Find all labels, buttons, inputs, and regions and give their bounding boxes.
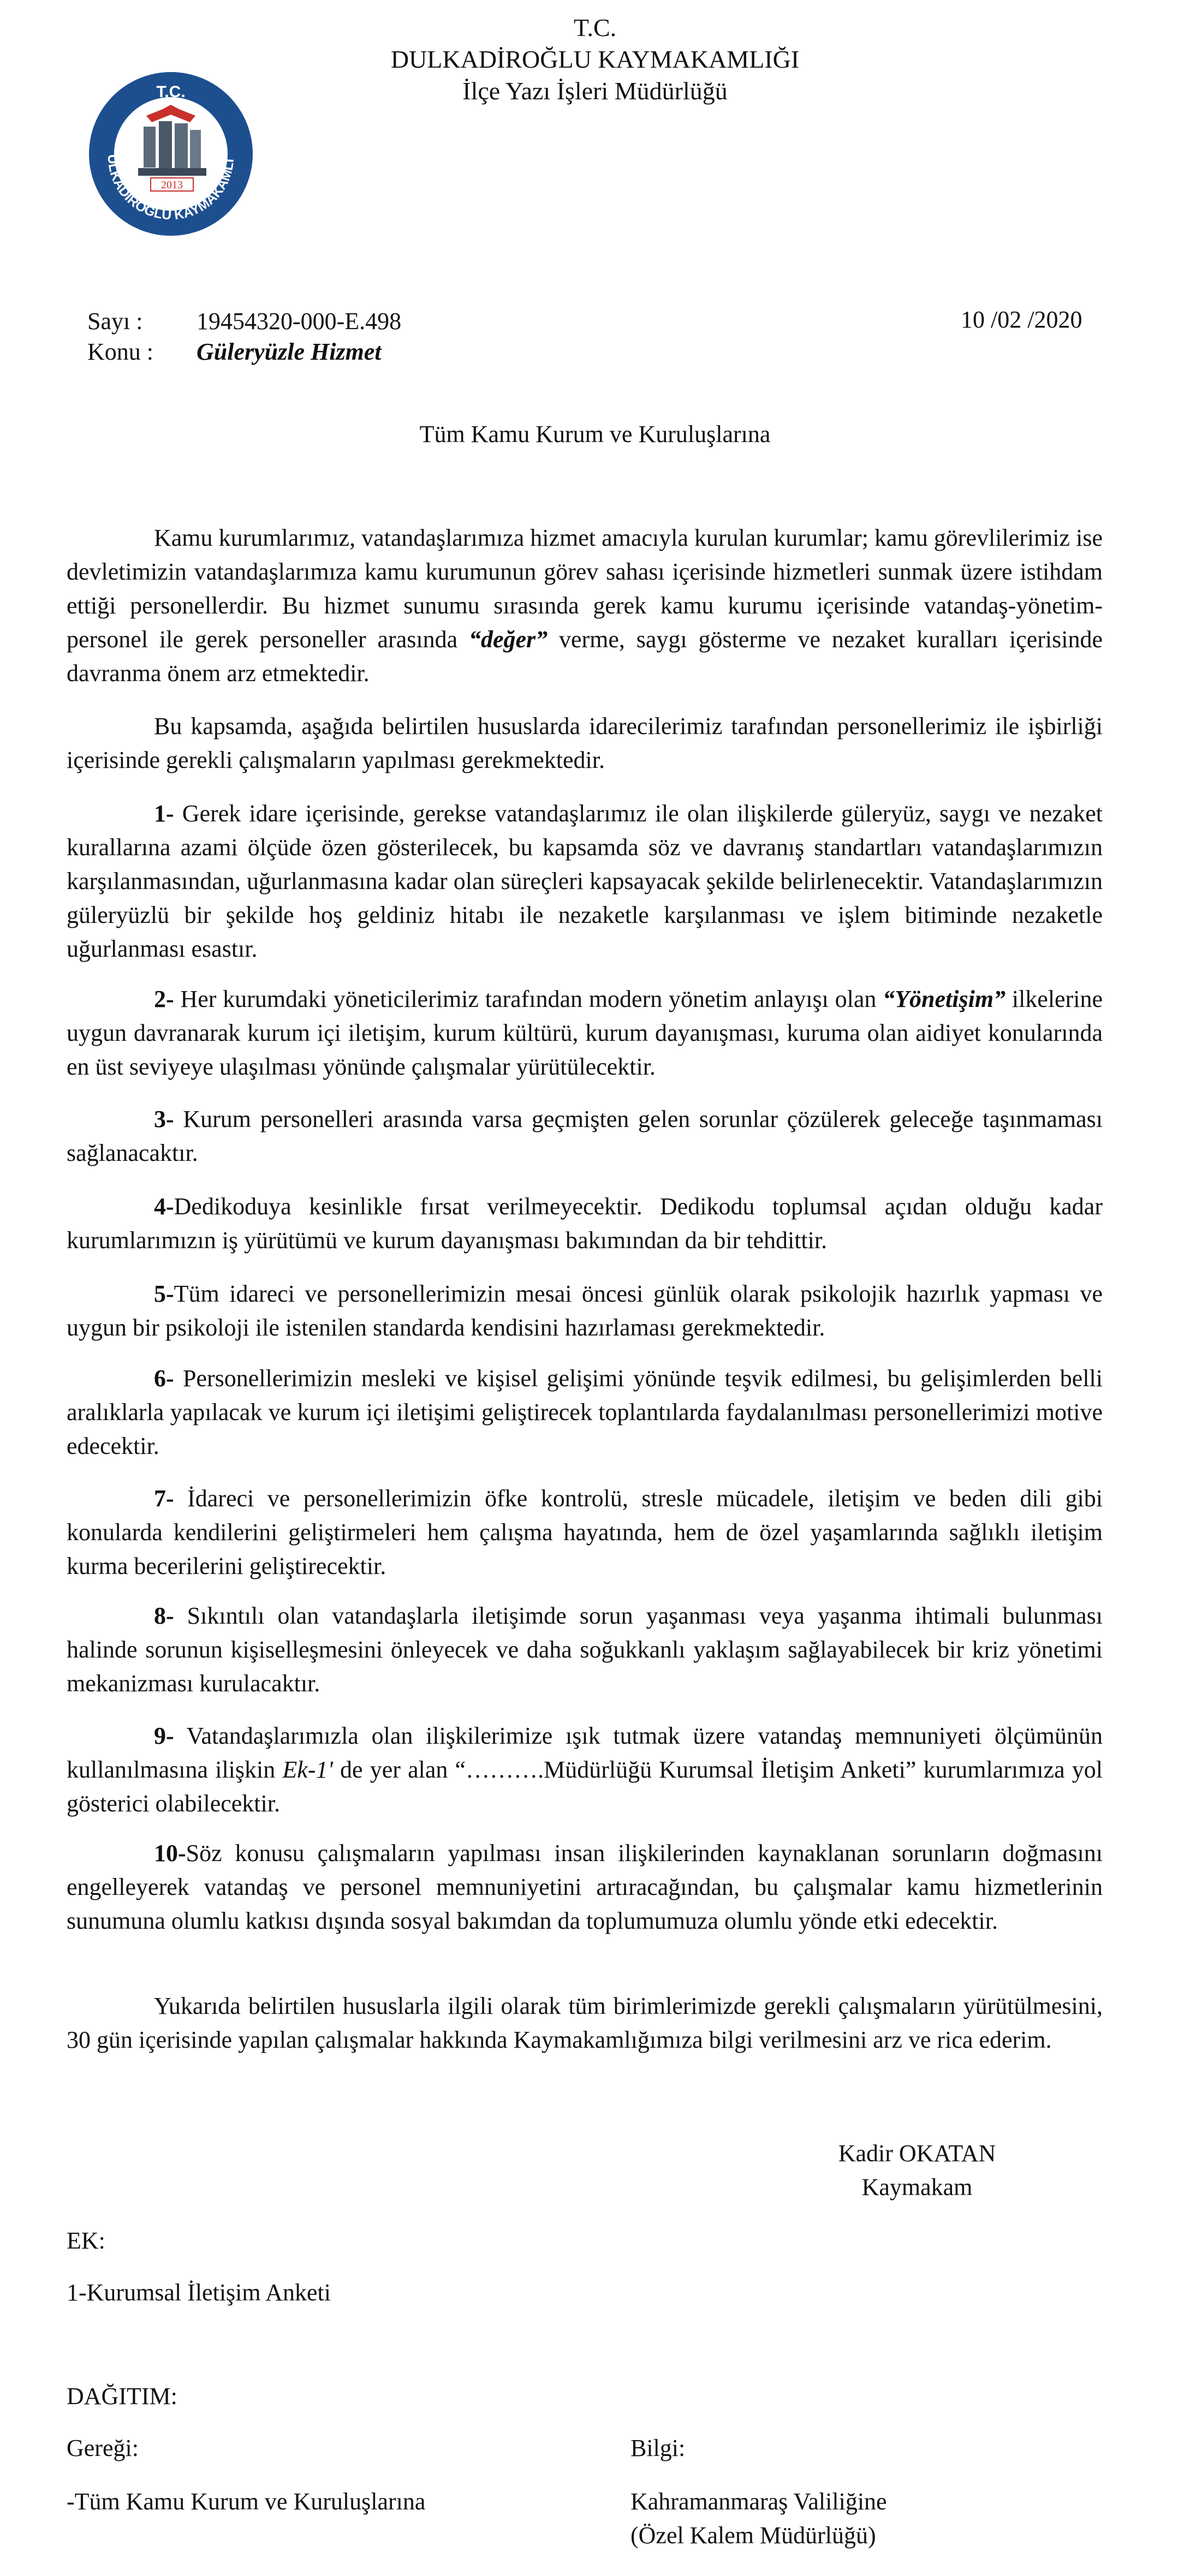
- distribution-info-label: Bilgi:: [630, 2435, 686, 2461]
- paragraph-scope: Bu kapsamda, aşağıda belirtilen hususlarda idarecilerimiz tarafından personellerimiz ile işbirliği içerisinde gerekli çalışmaların yapılması gerekmektedir.: [67, 713, 1103, 773]
- paragraph-closing: Yukarıda belirtilen hususlarla ilgili olarak tüm birimlerimizde gerekli çalışmaların yürütülmesini, 30 gün içerisinde yapılan çalışmalar hakkında Kaymakamlığımıza bilgi verilmesini arz ve rica ederim.: [67, 1993, 1103, 2053]
- logo-top-text: T.C.: [156, 83, 186, 101]
- list-item-1-number: 1-: [154, 800, 174, 827]
- list-item-5-text: Tüm idareci ve personellerimizin mesai öncesi günlük olarak psikolojik hazırlık yapması ve uygun bir psikoloji ile istenilen standarda kendisini hazırlaması gerekmektedir.: [67, 1280, 1103, 1341]
- list-item-3-number: 3-: [154, 1106, 174, 1132]
- list-item-10: [67, 1836, 1103, 1938]
- list-item-10-text: Söz konusu çalışmaların yapılması insan ilişkilerinden kaynaklanan sorunların doğmasını engelleyerek vatandaş ve personel memnuniyetini artıracağından, bu çalışmalar kamu hizmetlerinin sunumuna olumlu katkısı dışında sosyal bakımdan da toplumumuza olumlu yönde etki edecektir.: [67, 1840, 1103, 1934]
- list-item-9-text-a: Vatandaşlarımızla olan ilişkilerimize ışık tutmak üzere vatandaş memnuniyeti ölçümünün kullanılmasına ilişkin: [67, 1722, 1103, 1783]
- list-item-9-emphasis: Ek-1': [282, 1756, 333, 1783]
- list-item-6: [67, 1362, 1103, 1463]
- paragraph-intro: [67, 521, 1103, 690]
- attachments-label: EK:: [67, 2227, 105, 2254]
- distribution-action-item: -Tüm Kamu Kurum ve Kuruluşlarına: [67, 2488, 426, 2515]
- logo-figure-2: [159, 121, 172, 169]
- list-item-10-number: 10-: [154, 1840, 186, 1867]
- list-item-7-number: 7-: [154, 1485, 174, 1512]
- list-item-4-number: 4-: [154, 1193, 174, 1220]
- list-item-3-text: Kurum personelleri arasında varsa geçmişten gelen sorunlar çözülerek geleceğe taşınmaması sağlanacaktır.: [67, 1106, 1103, 1166]
- reference-number-value: 19454320-000-E.498: [197, 308, 402, 335]
- logo-figure-4: [190, 130, 201, 168]
- reference-number-row: [87, 305, 401, 338]
- attachment-item: 1-Kurumsal İletişim Anketi: [67, 2279, 331, 2306]
- list-item-2-number: 2-: [154, 986, 174, 1012]
- institution-logo: [81, 61, 261, 247]
- signer-title: Kaymakam: [861, 2174, 973, 2201]
- list-item-7: [67, 1482, 1103, 1583]
- logo-base: [138, 168, 206, 176]
- list-item-6-number: 6-: [154, 1365, 174, 1392]
- distribution-action-label: Gereği:: [67, 2435, 139, 2461]
- letterhead-line-tc: T.C.: [573, 14, 617, 41]
- paragraph-intro-emphasis: “değer”: [468, 626, 548, 653]
- list-item-6-text: Personellerimizin mesleki ve kişisel gelişimi yönünde teşvik edilmesi, bu gelişimlerden belli aralıklarla yapılacak ve kurum içi iletişimi geliştirecek toplantılarda faydalanılması personellerimizi motive edecektir.: [67, 1365, 1103, 1459]
- list-item-8-text: Sıkıntılı olan vatandaşlarla iletişimde sorun yaşanması veya yaşanma ihtimali bulunması halinde sorunun kişiselleşmesini önleyecek ve daha soğukkanlı yaklaşım sağlayabilecek bir kriz yönetimi mekanizması kurulacaktır.: [67, 1602, 1103, 1697]
- signer-name: Kadir OKATAN: [838, 2140, 996, 2167]
- list-item-4-text: Dedikoduya kesinlikle fırsat verilmeyecektir. Dedikodu toplumsal açıdan olduğu kadar kurumlarımızın iş yürütümü ve kurum dayanışması bakımından da bir tehdittir.: [67, 1193, 1103, 1254]
- list-item-1: [67, 797, 1103, 966]
- logo-figure-1: [144, 127, 156, 168]
- paragraph-intro-text-a: Kamu kurumlarımız, vatandaşlarımıza hizmet amacıyla kurulan kurumlar; kamu görevlilerimiz ise devletimizin vatandaşlarımıza kamu kurumunun görev sahası içerisinde hizmetleri sunmak üzere istihdam ettiği personellerdir. Bu hizmet sunumu sırasında gerek kamu kurumu içerisinde vatandaş-yönetim-personel ile gerek personeller arasında: [67, 524, 1103, 653]
- list-item-1-text: Gerek idare içerisinde, gerekse vatandaşlarımız ile olan ilişkilerde güleryüz, saygı ve nezaket kurallarına azami ölçüde özen gösterilecek, bu kapsamda söz ve davranış standartları vatandaşlarımızın karşılanmasından, uğurlanmasına kadar olan süreçleri kapsayacak şekilde belirlenecektir. Vatandaşlarımızın güleryüzlü bir şekilde hoş geldiniz hitabı ile nezaketle karşılanması ve işlem bitiminde nezaketle uğurlanması esastır.: [67, 800, 1103, 962]
- logo-year: 2013: [161, 179, 183, 191]
- logo-seal: [81, 61, 261, 247]
- list-item-8-number: 8-: [154, 1602, 174, 1629]
- list-item-5-number: 5-: [154, 1280, 174, 1307]
- list-item-2-text-b: ilkelerine uygun davranarak kurum içi iletişim, kurum kültürü, kurum dayanışması, kuruma olan aidiyet konularında en üst seviyeye ulaşılması yönünde çalışmalar yürütülecektir.: [67, 986, 1103, 1080]
- subject-value: Güleryüzle Hizmet: [197, 338, 382, 365]
- subject-row: [87, 335, 382, 369]
- list-item-2-emphasis: “Yönetişim”: [883, 986, 1006, 1012]
- signature-block: [710, 2137, 1124, 2204]
- logo-ring-text: ULKADİROĞLU KAYMAKAMLI: [104, 154, 237, 223]
- list-item-9-text-b: de yer alan “……….Müdürlüğü Kurumsal İletişim Anketi” kurumlarımıza yol gösterici olabilecektir.: [67, 1756, 1103, 1817]
- document-date: 10 /02 /2020: [961, 306, 1082, 333]
- list-item-7-text: İdareci ve personellerimizin öfke kontrolü, stresle mücadele, iletişim ve beden dili gibi konularda kendilerini geliştirmeleri hem çalışma hayatında, hem de özel yaşamlarında sağlıklı iletişim kurma becerilerini geliştirecektir.: [67, 1485, 1103, 1579]
- list-item-2-text-a: Her kurumdaki yöneticilerimiz tarafından modern yönetim anlayışı olan: [174, 986, 883, 1012]
- distribution-info-item-1: Kahramanmaraş Valiliğine: [630, 2488, 887, 2515]
- list-item-4: [67, 1190, 1103, 1257]
- logo-figure-3: [175, 123, 188, 169]
- list-item-9-number: 9-: [154, 1722, 174, 1749]
- paragraph-intro-text-b: verme, saygı gösterme ve nezaket kuralları içerisinde davranma önem arz etmektedir.: [67, 626, 1103, 687]
- list-item-5: [67, 1277, 1103, 1345]
- list-item-9: [67, 1719, 1103, 1821]
- distribution-info-item-2: (Özel Kalem Müdürlüğü): [630, 2522, 876, 2549]
- list-item-2: [67, 982, 1103, 1084]
- subject-label: Konu :: [87, 338, 153, 365]
- addressee: Tüm Kamu Kurum ve Kuruluşlarına: [419, 421, 771, 448]
- distribution-label: DAĞITIM:: [67, 2383, 177, 2410]
- list-item-3: [67, 1102, 1103, 1170]
- letterhead-line-institution: DULKADİROĞLU KAYMAKAMLIĞI: [390, 45, 800, 73]
- list-item-8: [67, 1599, 1103, 1701]
- reference-number-label: Sayı :: [87, 308, 143, 335]
- letterhead-line-department: İlçe Yazı İşleri Müdürlüğü: [462, 77, 728, 105]
